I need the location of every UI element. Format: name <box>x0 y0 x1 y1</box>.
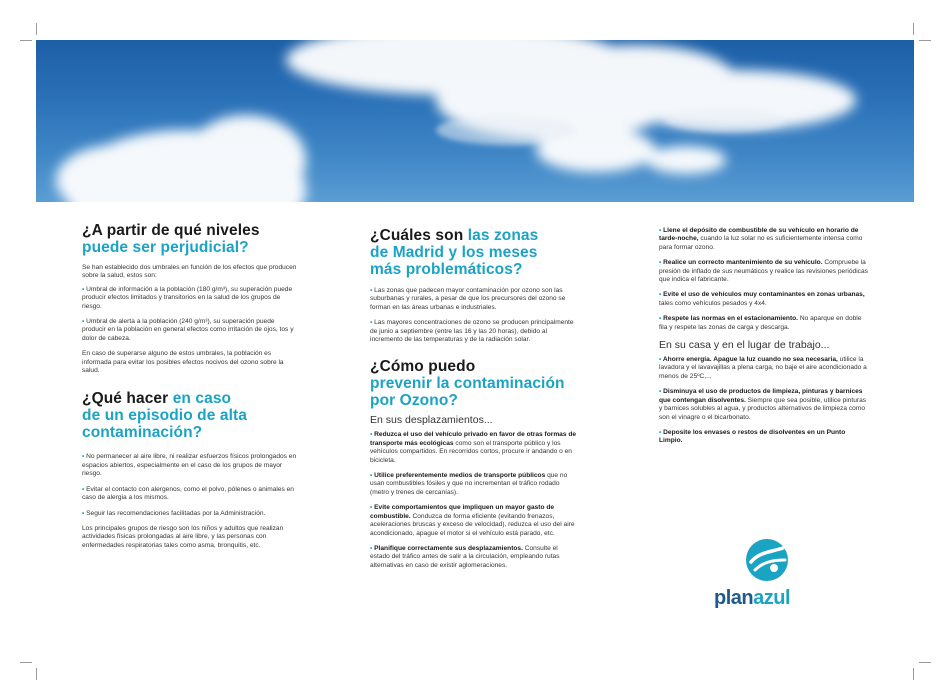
list-item: • Evitar el contacto con alergenos, como el polvo, pólenes o animales en caso de alergia a los mismos. <box>82 485 294 502</box>
list-item: • Las zonas que padecen mayor contaminación por ozono son las suburbanas y rurales, a pesar de que los precursores del ozono se forman en las áreas urbanas e industriales. <box>370 287 566 311</box>
zones-list <box>370 287 578 344</box>
subheading-home-work: En su casa y en el lugar de trabajo... <box>659 339 830 352</box>
list-item: • Evite el uso de vehículos muy contaminantes en zonas urbanas, tales como vehículos pesados y 4x4. <box>659 291 865 307</box>
intro-text: Se han establecido dos umbrales en función de los efectos que producen sobre la salud, estos son: <box>82 264 297 280</box>
crop-mark <box>36 668 37 680</box>
list-item: • Deposite los envases o restos de disolventes en un Punto Limpio. <box>659 428 846 445</box>
list-item: • Reduzca el uso del vehículo privado en favor de otras formas de transporte más ecológicas como son el transporte público y los vehículos compartidos. En recorridos cortos, procure ir andando o en bicicleta. <box>370 431 577 464</box>
crop-mark <box>913 668 914 680</box>
home-list <box>659 356 869 446</box>
list-item: • Realice un correcto mantenimiento de su vehículo. Compruebe la presión de inflado de sus neumáticos y realice las revisiones periódicas que indica el fabricante. <box>659 259 868 284</box>
list-item: • Ahorre energía. Apague la luz cuando no sea necesaria, utilice la lavadora y el lavavajillas a plena carga, no baje el aire acondicionado a menos de 25ºC,... <box>659 356 867 380</box>
list-item: • No permanecer al aire libre, ni realizar esfuerzos físicos prolongados en espacios abiertos, especialmente en el caso de los grupos de mayor riesgo. <box>82 453 297 478</box>
column-2 <box>370 227 578 577</box>
sky-photo <box>36 40 914 202</box>
heading-zones: ¿Cuáles son las zonas de Madrid y los meses más problemáticos? <box>370 227 539 278</box>
paragraph: Los principales grupos de riesgo son los niños y adultos que realizan actividades físicas prolongadas al aire libre, y las personas con enfermedades respiratorias tales como asma, bronquitis, etc. <box>82 524 284 549</box>
planazul-logo-text: planazul <box>714 587 791 609</box>
column-3 <box>659 227 869 453</box>
subheading-travel: En sus desplazamientos... <box>370 414 493 427</box>
list-item: • Planifique correctamente sus desplazamientos. Consulte el estado del tráfico antes de salir a la circulación, empleando rutas alternativas en caso de existir aglomeraciones. <box>370 544 560 569</box>
list-item: • Evite comportamientos que impliquen un mayor gasto de combustible. Conduzca de forma eficiente (evitando frenazos, aceleraciones bruscas y exceso de velocidad), reduzca el uso del aire acondicionado, apague el motor si el vehículo está parado, etc. <box>370 504 575 537</box>
paragraph: En caso de superarse alguno de estos umbrales, la población es informada para evitar los posibles efectos nocivos del ozono sobre la salud. <box>82 350 284 375</box>
crop-mark <box>20 40 32 41</box>
list-item: • Disminuya el uso de productos de limpieza, pinturas y barnices que contengan disolventes. Siempre que sea posible, utilice pinturas y barnices solubles al agua, y productos alternativos de limpieza como son el vinagre o el bicarbonato. <box>659 388 867 421</box>
crop-mark <box>913 23 914 35</box>
heading-what-to-do: ¿Qué hacer en caso de un episodio de alta contaminación? <box>82 390 247 442</box>
crop-mark <box>919 662 931 663</box>
heading-harmful-levels: ¿A partir de qué niveles puede ser perjudicial? <box>82 222 260 256</box>
crop-mark <box>20 662 32 663</box>
crop-mark <box>36 23 37 35</box>
heading-prevent: ¿Cómo puedo prevenir la contaminación por Ozono? <box>370 358 565 410</box>
planazul-logo-icon <box>745 538 789 582</box>
list-item: • Umbral de información a la población (180 g/m³), su superación puede producir efectos limitados y transitorios en la salud de los grupos de riesgo. <box>82 285 293 310</box>
list-item: • Las mayores concentraciones de ozono se producen principalmente de junio a septiembre (entre las 16 y las 20 horas), debido al incremento de las temperaturas y de la radiación solar. <box>370 319 574 344</box>
list-item: • Seguir las recomendaciones facilitadas por la Administración. <box>82 509 266 517</box>
crop-mark <box>919 40 931 41</box>
list-item: • Utilice preferentemente medios de transporte públicos que no usan combustibles fósiles y que no incrementan el tráfico rodado (metro y trenes de cercanías). <box>370 472 568 496</box>
travel-list <box>370 431 578 570</box>
thresholds-list <box>82 286 300 343</box>
actions-list <box>82 453 300 517</box>
list-item: • Llene el depósito de combustible de su vehículo en horario de tarde-noche, cuando la luz solar no es suficientemente intensa como para formar ozono. <box>659 227 863 251</box>
list-item: • Umbral de alerta a la población (240 g/m³), su superación puede producir en la población en general efectos como irritación de ojos, tos y dolor de cabeza. <box>82 318 294 342</box>
column-1 <box>82 222 300 550</box>
vehicle-list <box>659 227 869 332</box>
list-item: • Respete las normas en el estacionamiento. No aparque en doble fila y respete las zonas de carga y descarga. <box>659 315 862 331</box>
